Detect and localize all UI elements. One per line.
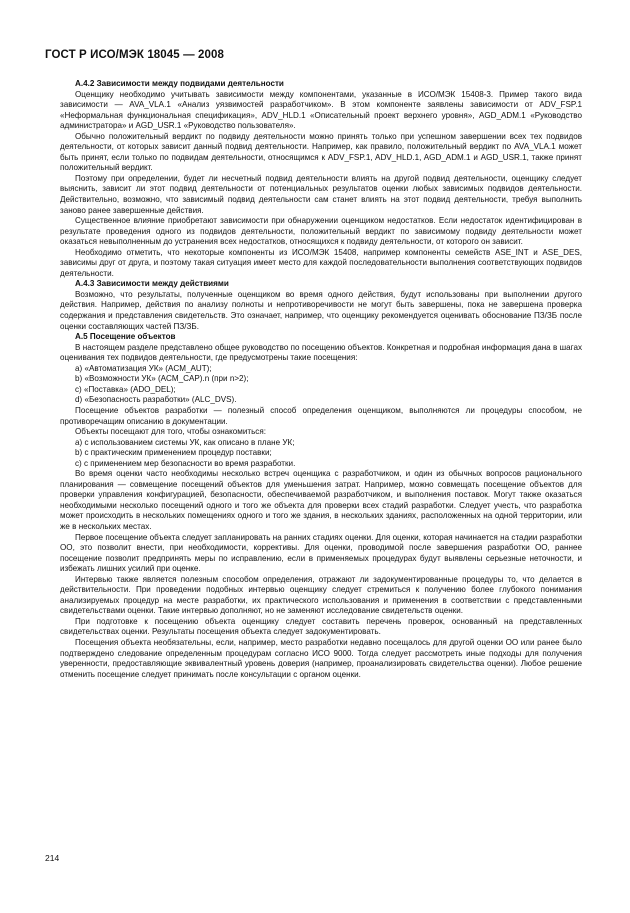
paragraph: При подготовке к посещению объекта оценщику следует составить перечень проверок, основанный на представленных свидетельствах оценки. Результаты посещения объекта следует задокументировать. — [60, 616, 582, 637]
paragraph: Объекты посещают для того, чтобы ознакомиться: — [75, 427, 266, 437]
paragraph: Интервью также является полезным способом определения, отражают ли задокументированные процедуры то, что делается в действительности. При проведении подобных интервью оценщику следует стремиться к получению более глубокого понимания анализируемых процедур на месте разработки, их практического использования и применения в соответствии с представленными свидетельствами оценки. Такие интервью дополняют, но не заменяют исследование свидетельств оценки. — [60, 574, 582, 616]
page-number: 214 — [45, 853, 60, 863]
list-item: c) с применением мер безопасности во время разработки. — [75, 458, 296, 468]
list-item: b) «Возможности УК» (ACM_CAP).n (при n>2); — [75, 374, 249, 384]
list-item: a) с использованием системы УК, как описано в плане УК; — [75, 437, 295, 447]
section-heading-a43: А.4.3 Зависимости между действиями — [75, 279, 229, 289]
paragraph: Посещение объектов разработки — полезный способ определения оценщиком, выполняются ли процедуры способом, не противоречащим описанию в документации. — [60, 405, 582, 426]
paragraph: Первое посещение объекта следует запланировать на ранних стадиях оценки. Для оценки, которая начинается на стадии разработки ОО, это позволит внести, при необходимости, коррективы. Для оценки, проводимой после завершения разработки ОО, раннее посещение позволит предпринять меры по исправлению, если в применяемых процедурах будут выявлены серьезные неточности, и избежать лишних усилий при оценке. — [60, 532, 582, 574]
paragraph: Оценщику необходимо учитывать зависимости между компонентами, указанные в ИСО/МЭК 15408-3. Пример такого вида зависимости — AVA_VLA.1 «Анализ уязвимостей разработчиком». В этом компоненте заявлены зависимости от ADV_FSP.1 «Неформальная функциональная спецификация», ADV_HLD.1 «Описательный проект верхнего уровня», AGD_ADM.1 «Руководство администратора» и AGD_USR.1 «Руководство пользователя». — [60, 89, 582, 131]
list-item: c) «Поставка» (ADO_DEL); — [75, 384, 176, 394]
paragraph: Возможно, что результаты, полученные оценщиком во время одного действия, будут использованы при выполнении другого действия. Например, действия по анализу полноты и непротиворечивости не могут быть завершены, пока не завершена проверка содержания и представления свидетельств. Это означает, например, что оценщику рекомендуется оценивать обоснование ПЗ/ЗБ после оценки составляющих частей ПЗ/ЗБ. — [60, 289, 582, 331]
paragraph: Обычно положительный вердикт по подвиду деятельности можно принять только при успешном завершении всех тех подвидов деятельности, от которых зависит данный подвид деятельности. Например, как правило, положительный вердикт по AVA_VLA.1 может быть принят, если только по подвидам деятельности, относящимся к ADV_FSP.1, ADV_HLD.1, AGD_ADM.1 и AGD_USR.1, также принят положительный вердикт. — [60, 131, 582, 173]
list-item: d) «Безопасность разработки» (ALC_DVS). — [75, 395, 237, 405]
section-heading-a5: А.5 Посещение объектов — [75, 332, 176, 342]
list-item: a) «Автоматизация УК» (ACM_AUT); — [75, 363, 212, 373]
paragraph: Посещения объекта необязательны, если, например, место разработки недавно посещалось для другой оценки ОО или ранее было подтверждено следование определенным процедурам согласно ИСО 9000. Тогда следует рассмотреть иные подходы для получения уверенности, предоставляющие эквивалентный уровень доверия (например, проанализировать свидетельства оценки). Любое решение отменить посещение следует принимать после консультации с органом оценки. — [60, 637, 582, 679]
page-body — [60, 79, 582, 680]
standard-header: ГОСТ Р ИСО/МЭК 18045 — 2008 — [45, 49, 224, 61]
paragraph: Необходимо отметить, что некоторые компоненты из ИСО/МЭК 15408, например компоненты семейств ASE_INT и ASE_DES, зависимы друг от друга, и поэтому такая ситуация имеет место для каждой последовательности выполнения соответствующих подвидов деятельности. — [60, 247, 582, 278]
paragraph: Поэтому при определении, будет ли несчетный подвид деятельности влиять на другой подвид деятельности, оценщику следует выяснить, зависит ли этот подвид деятельности от потенциальных результатов оценки любых зависимых подвидов деятельности. Действительно, возможно, что зависимый подвид деятельности сам станет влиять на этот подвид деятельности, требуя выполнить заново ранее завершенные действия. — [60, 173, 582, 215]
list-item: b) с практическим применением процедур поставки; — [75, 448, 272, 458]
paragraph: В настоящем разделе представлено общее руководство по посещению объектов. Конкретная и подробная информация дана в шагах оценивания тех подвидов деятельности, где предусмотрены такие посещения: — [60, 342, 582, 363]
paragraph: Во время оценки часто необходимы несколько встреч оценщика с разработчиком, и один из обычных вопросов рационального планирования — совмещение посещений объектов для уменьшения затрат. Например, можно совмещать посещение объектов для проверки управления конфигурацией, безопасности, обеспечиваемой разработчиком, и выполнения поставок. Могут также оказаться необходимыми несколько посещений одного и того же объекта для проверки всех стадий разработки. Следует учесть, что разработка может происходить в нескольких помещениях одного и того же здания, в нескольких зданиях, расположенных на одной территории, или же в нескольких местах. — [60, 469, 582, 531]
paragraph: Существенное влияние приобретают зависимости при обнаружении оценщиком недостатков. Если недостаток идентифицирован в результате проведения одного из подвидов деятельности, положительный вердикт по зависимому подвиду деятельности может оказаться невыполненным до устранения всех недостатков, относящихся к подвиду деятельности, от которого он зависит. — [60, 216, 582, 247]
section-heading-a42: А.4.2 Зависимости между подвидами деятельности — [75, 79, 284, 88]
